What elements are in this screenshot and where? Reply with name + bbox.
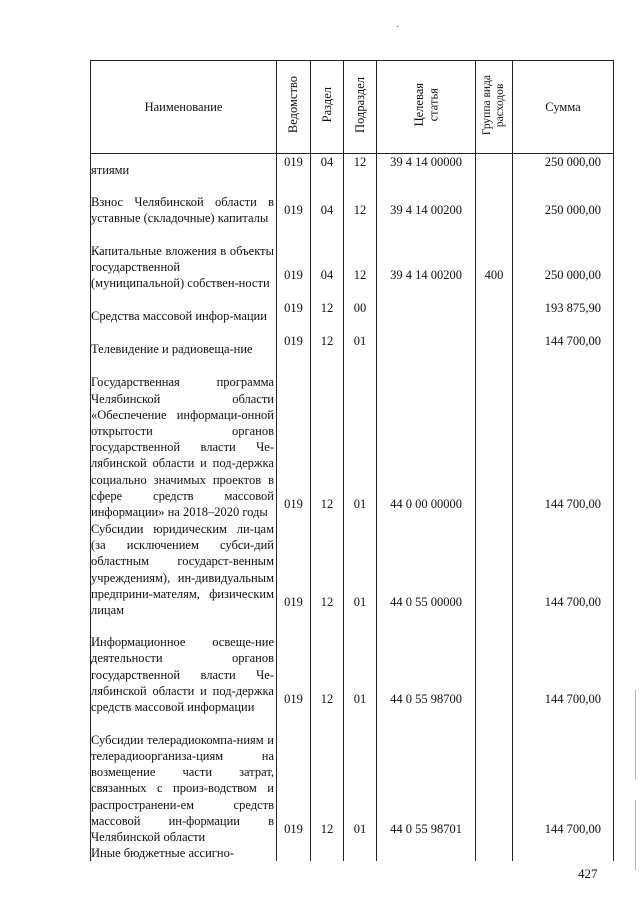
row-name: Телевидение и радиовеща-ние bbox=[91, 324, 277, 357]
row-summa: 144 700,00 bbox=[513, 618, 614, 715]
header-celevaya: Целевая статья bbox=[377, 61, 476, 154]
row-celevaya: 44 0 55 98701 bbox=[377, 715, 476, 845]
budget-table bbox=[90, 60, 614, 861]
row-gruppa: 400 bbox=[476, 226, 513, 291]
row-name: Субсидии юридическим ли-цам (за исключением субси-дий областным государст-венным учреждениям), ин-дивидуальным предприни-мателям, физическим лицам bbox=[91, 520, 277, 618]
table-row bbox=[91, 520, 614, 618]
row-name: Иные бюджетные ассигно- bbox=[91, 845, 277, 861]
table-row bbox=[91, 178, 614, 226]
row-summa: 144 700,00 bbox=[513, 324, 614, 357]
table-row bbox=[91, 226, 614, 291]
scan-artifact-line bbox=[635, 800, 636, 870]
row-podrazdel: 12 bbox=[344, 178, 377, 226]
row-razdel: 12 bbox=[311, 520, 344, 618]
row-summa: 193 875,90 bbox=[513, 291, 614, 324]
row-summa: 144 700,00 bbox=[513, 357, 614, 520]
table-row bbox=[91, 154, 614, 179]
row-vedomstvo: 019 bbox=[277, 357, 311, 520]
row-gruppa bbox=[476, 291, 513, 324]
row-razdel: 12 bbox=[311, 324, 344, 357]
row-razdel: 04 bbox=[311, 154, 344, 179]
scan-artifact-line bbox=[635, 690, 636, 780]
table-row bbox=[91, 357, 614, 520]
page-number: 427 bbox=[578, 866, 598, 881]
row-summa: 250 000,00 bbox=[513, 178, 614, 226]
row-gruppa bbox=[476, 154, 513, 179]
header-vedomstvo: Ведомство bbox=[277, 61, 311, 154]
row-gruppa bbox=[476, 845, 513, 861]
row-gruppa bbox=[476, 178, 513, 226]
row-name: ятиями bbox=[91, 154, 277, 179]
row-celevaya: 39 4 14 00200 bbox=[377, 178, 476, 226]
row-vedomstvo: 019 bbox=[277, 715, 311, 845]
row-summa: 250 000,00 bbox=[513, 226, 614, 291]
scan-mark: · bbox=[396, 22, 400, 33]
table-header bbox=[91, 61, 614, 154]
row-summa: 144 700,00 bbox=[513, 715, 614, 845]
row-celevaya: 44 0 55 98700 bbox=[377, 618, 476, 715]
row-podrazdel bbox=[344, 845, 377, 861]
header-razdel: Раздел bbox=[311, 61, 344, 154]
row-celevaya: 44 0 00 00000 bbox=[377, 357, 476, 520]
row-summa: 144 700,00 bbox=[513, 520, 614, 618]
row-podrazdel: 01 bbox=[344, 618, 377, 715]
row-podrazdel: 01 bbox=[344, 520, 377, 618]
row-vedomstvo: 019 bbox=[277, 520, 311, 618]
row-vedomstvo: 019 bbox=[277, 324, 311, 357]
row-name: Взнос Челябинской области в уставные (складочные) капиталы bbox=[91, 178, 277, 226]
row-name: Государственная программа Челябинской области «Обеспечение информаци-онной открытости органов государственной власти Че-лябинской области и под-держка социально значимых проектов в сфере средств массовой информации» на 2018–2020 годы bbox=[91, 357, 277, 520]
row-razdel: 12 bbox=[311, 618, 344, 715]
row-name: Средства массовой инфор-мации bbox=[91, 291, 277, 324]
table-row bbox=[91, 291, 614, 324]
header-name: Наименование bbox=[91, 61, 277, 154]
header-summa: Сумма bbox=[513, 61, 614, 154]
row-podrazdel: 01 bbox=[344, 715, 377, 845]
row-razdel: 12 bbox=[311, 291, 344, 324]
row-celevaya: 39 4 14 00000 bbox=[377, 154, 476, 179]
row-podrazdel: 12 bbox=[344, 154, 377, 179]
header-podrazdel: Подраздел bbox=[344, 61, 377, 154]
row-podrazdel: 12 bbox=[344, 226, 377, 291]
header-gruppa: Группа вида расходов bbox=[476, 61, 513, 154]
row-podrazdel: 01 bbox=[344, 357, 377, 520]
row-vedomstvo: 019 bbox=[277, 291, 311, 324]
row-gruppa bbox=[476, 715, 513, 845]
row-razdel: 04 bbox=[311, 178, 344, 226]
row-summa bbox=[513, 845, 614, 861]
row-vedomstvo: 019 bbox=[277, 226, 311, 291]
row-celevaya bbox=[377, 324, 476, 357]
row-gruppa bbox=[476, 520, 513, 618]
row-celevaya bbox=[377, 845, 476, 861]
row-razdel: 12 bbox=[311, 715, 344, 845]
row-vedomstvo: 019 bbox=[277, 178, 311, 226]
row-gruppa bbox=[476, 324, 513, 357]
row-summa: 250 000,00 bbox=[513, 154, 614, 179]
row-gruppa bbox=[476, 357, 513, 520]
row-name: Капитальные вложения в объекты государственной (муниципальной) собствен-ности bbox=[91, 226, 277, 291]
row-name: Информационное освеще-ние деятельности органов государственной власти Че-лябинской области и под-держка средств массовой информации bbox=[91, 618, 277, 715]
table-row bbox=[91, 618, 614, 715]
row-celevaya: 39 4 14 00200 bbox=[377, 226, 476, 291]
table-row bbox=[91, 715, 614, 845]
row-name: Субсидии телерадиокомпа-ниям и телерадиоорганиза-циям на возмещение части затрат, связанных с произ-водством и распространени-ем средств массовой ин-формации в Челябинской области bbox=[91, 715, 277, 845]
table-row bbox=[91, 845, 614, 861]
row-vedomstvo: 019 bbox=[277, 154, 311, 179]
row-vedomstvo bbox=[277, 845, 311, 861]
table-body bbox=[91, 154, 614, 862]
row-podrazdel: 00 bbox=[344, 291, 377, 324]
row-razdel bbox=[311, 845, 344, 861]
row-gruppa bbox=[476, 618, 513, 715]
row-razdel: 04 bbox=[311, 226, 344, 291]
row-celevaya: 44 0 55 00000 bbox=[377, 520, 476, 618]
row-podrazdel: 01 bbox=[344, 324, 377, 357]
row-celevaya bbox=[377, 291, 476, 324]
row-vedomstvo: 019 bbox=[277, 618, 311, 715]
row-razdel: 12 bbox=[311, 357, 344, 520]
table-row bbox=[91, 324, 614, 357]
